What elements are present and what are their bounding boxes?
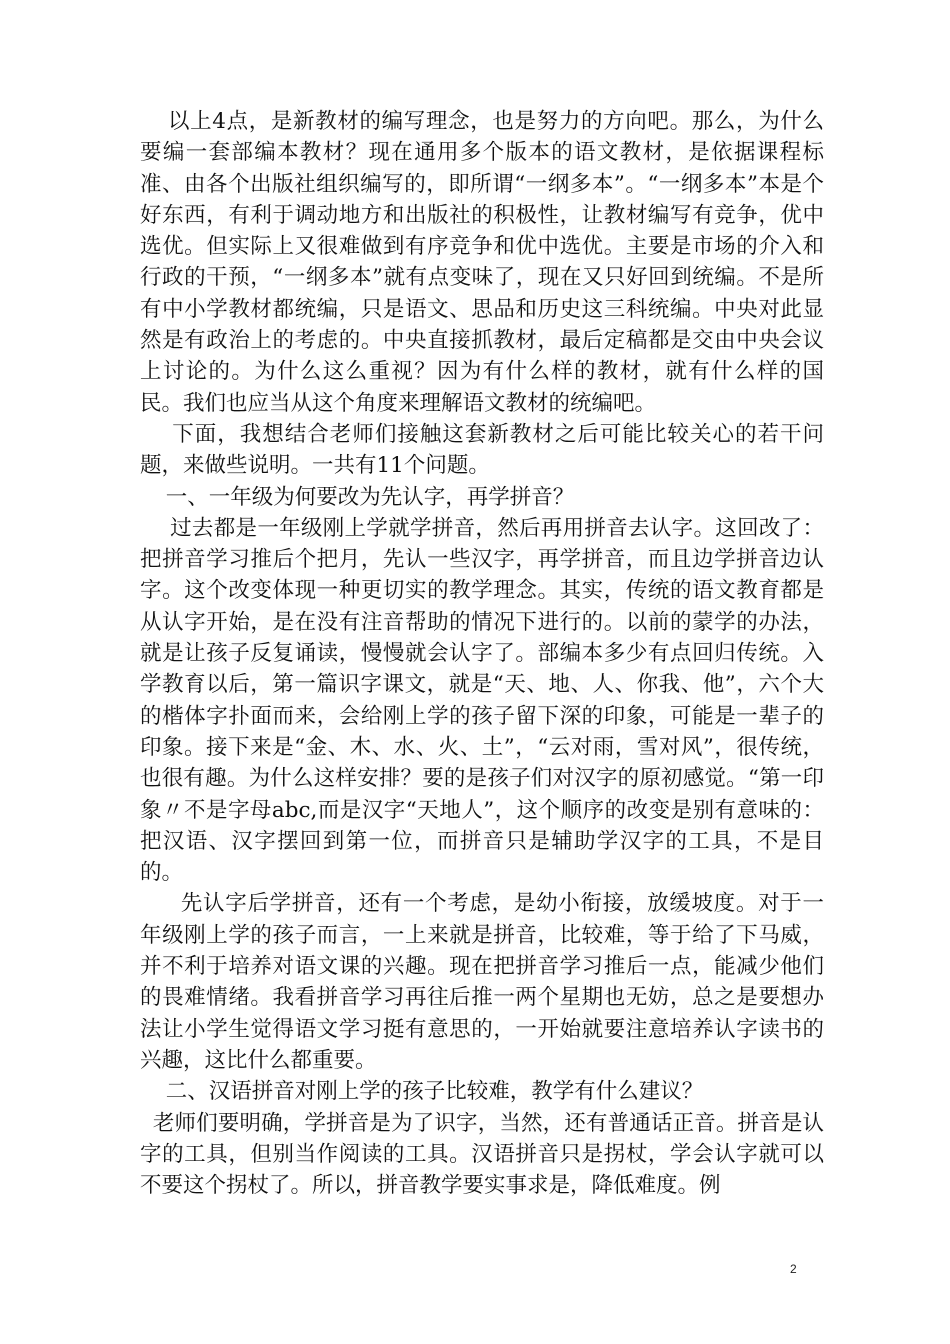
section-heading-1: 一、一年级为何要改为先认字，再学拼音？	[165, 484, 575, 510]
paragraph-2: 下面，我想结合老师们接触这套新教材之后可能比较关心的若干问题，来做些说明。一共有11个问题。	[140, 421, 824, 479]
paragraph-5: 老师们要明确，学拼音是为了识字，当然，还有普通话正音。拼音是认字的工具，但别当作阅读的工具。汉语拼音只是拐杖，学会认字就可以不要这个拐杖了。所以，拼音教学要实事求是，降低难度。例	[140, 1110, 824, 1199]
paragraph-1: 以上4点，是新教材的编写理念，也是努力的方向吧。那么，为什么要编一套部编本教材？现在通用多个版本的语文教材，是依据课程标准、由各个出版社组织编写的，即所谓“一纲多本”。“一纲多本”本是个好东西，有利于调动地方和出版社的积极性，让教材编写有竞争，优中选优。但实际上又很难做到有序竞争和优中选优。主要是市场的介入和行政的干预，“一纲多本”就有点变味了，现在又只好回到统编。不是所有中小学教材都统编，只是语文、思品和历史这三科统编。中央对此显然是有政治上的考虑的。中央直接抓教材，最后定稿都是交由中央会议上讨论的。为什么这么重视？因为有什么样的教材，就有什么样的国民。我们也应当从这个角度来理解语文教材的统编吧。	[140, 109, 824, 416]
section-heading-2: 二、汉语拼音对刚上学的孩子比较难，教学有什么建议？	[165, 1079, 704, 1105]
document-body	[140, 106, 824, 1201]
paragraph-3: 过去都是一年级刚上学就学拼音，然后再用拼音去认字。这回改了：把拼音学习推后个把月，先认一些汉字，再学拼音，而且边学拼音边认字。这个改变体现一种更切实的教学理念。其实，传统的语文教育都是从认字开始，是在没有注音帮助的情况下进行的。以前的蒙学的办法，就是让孩子反复诵读，慢慢就会认字了。部编本多少有点回归传统。入学教育以后，第一篇识字课文，就是“天、地、人、你我、他”，六个大的楷体字扑面而来，会给刚上学的孩子留下深的印象，可能是一辈子的印象。接下来是“金、木、水、火、土”，“云对雨，雪对风”，很传统，也很有趣。为什么这样安排？要的是孩子们对汉字的原初感觉。“第一印象〃不是字母abc,而是汉字“天地人”，这个顺序的改变是别有意味的：把汉语、汉字摆回到第一位，而拼音只是辅助学汉字的工具，不是目的。	[140, 515, 824, 886]
page-number: 2	[790, 1262, 797, 1276]
paragraph-4: 先认字后学拼音，还有一个考虑，是幼小衔接，放缓坡度。对于一年级刚上学的孩子而言，一上来就是拼音，比较难，等于给了下马威，并不利于培养对语文课的兴趣。现在把拼音学习推后一点，能减少他们的畏难情绪。我看拼音学习再往后推一两个星期也无妨，总之是要想办法让小学生觉得语文学习挺有意思的，一开始就要注意培养认字读书的兴趣，这比什么都重要。	[140, 891, 824, 1073]
